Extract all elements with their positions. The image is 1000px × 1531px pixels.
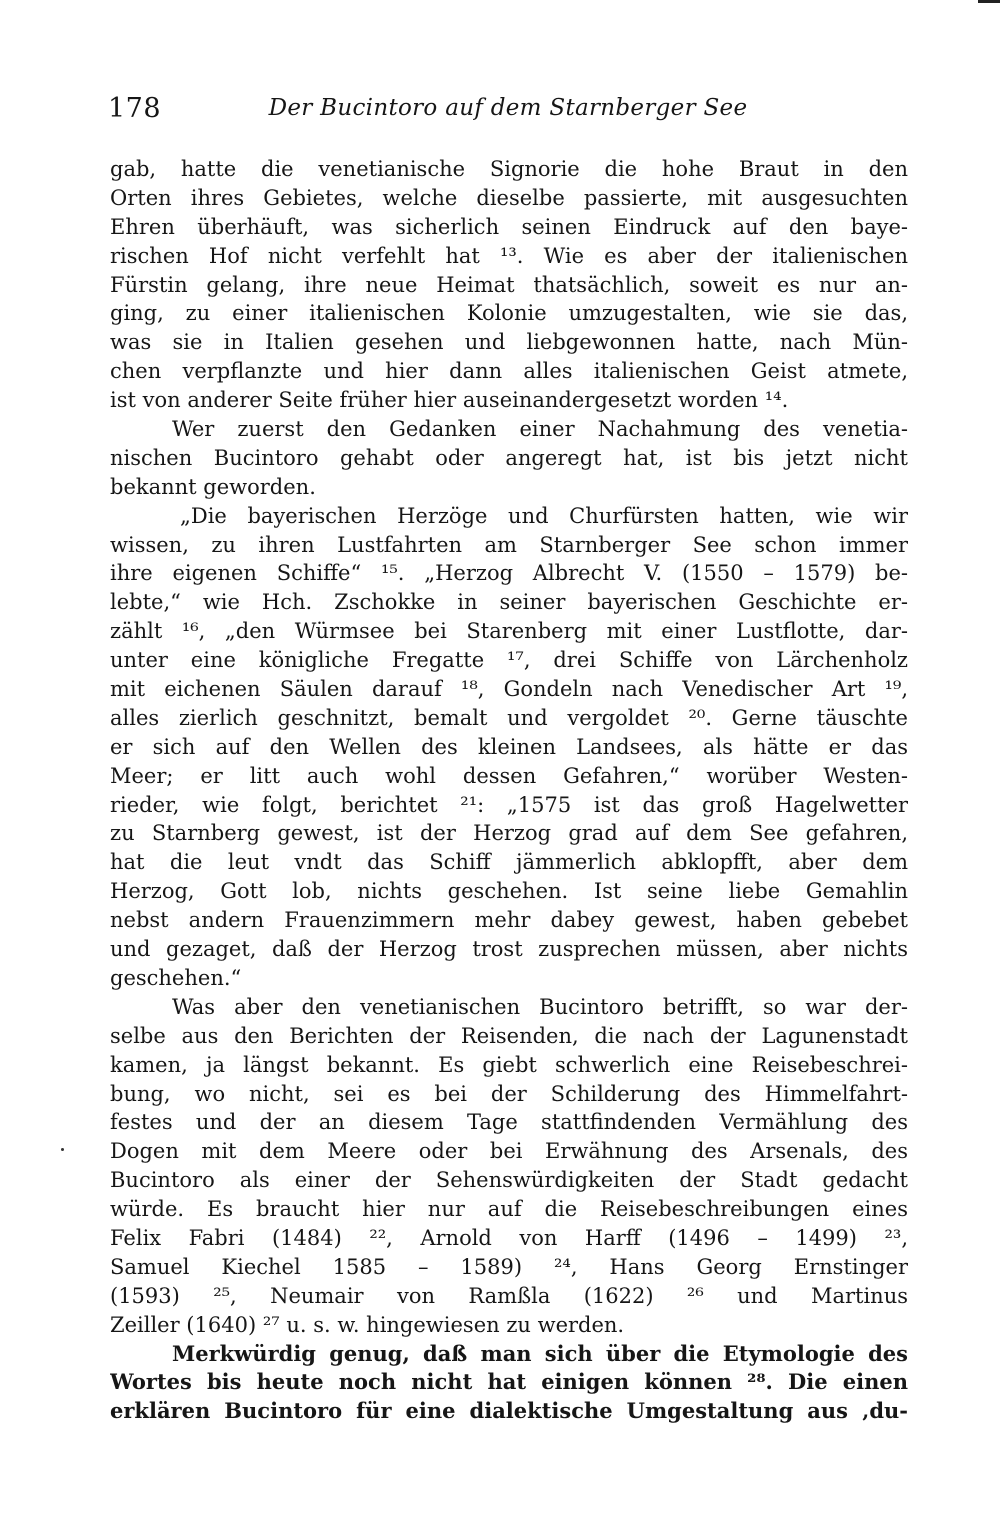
- text-line: (1593) ²⁵, Neumair von Ramßla (1622) ²⁶ und Martinus: [110, 1283, 908, 1308]
- text-line: nebst andern Frauenzimmern mehr dabey gewest, haben gebebet: [110, 908, 908, 933]
- text-line: chen verpflanzte und hier dann alles italienischen Geist atmete,: [110, 359, 908, 384]
- text-line: er sich auf den Wellen des kleinen Landsees, als hätte er das: [110, 734, 908, 759]
- text-line: rieder, wie folgt, berichtet ²¹: „1575 ist das groß Hagelwetter: [110, 792, 908, 817]
- text-line: Dogen mit dem Meere oder bei Erwähnung des Arsenals, des: [110, 1139, 908, 1164]
- text-line: Fürstin gelang, ihre neue Heimat thatsächlich, soweit es nur an-: [110, 272, 908, 297]
- text-line: Wer zuerst den Gedanken einer Nachahmung des venetia-: [172, 417, 908, 442]
- text-line: Samuel Kiechel 1585 – 1589) ²⁴, Hans Georg Ernstinger: [110, 1254, 908, 1279]
- text-line: alles zierlich geschnitzt, bemalt und vergoldet ²⁰. Gerne täuschte: [110, 705, 908, 730]
- margin-speck: [61, 1148, 64, 1151]
- text-line: mit eichenen Säulen darauf ¹⁸, Gondeln nach Venedischer Art ¹⁹,: [110, 677, 908, 702]
- text-line: bekannt geworden.: [110, 474, 316, 499]
- text-line: zu Starnberg gewest, ist der Herzog grad auf dem See gefahren,: [110, 821, 908, 846]
- text-line: gab, hatte die venetianische Signorie die hohe Braut in den: [110, 157, 908, 181]
- text-line: „Die bayerischen Herzöge und Churfürsten hatten, wie wir: [180, 503, 908, 528]
- text-line: bung, wo nicht, sei es bei der Schilderung des Himmelfahrt-: [110, 1081, 908, 1106]
- text-line: kamen, ja längst bekannt. Es giebt schwerlich eine Reisebeschrei-: [110, 1052, 908, 1077]
- text-line: hat die leut vndt das Schiff jämmerlich abklopfft, aber dem: [110, 850, 908, 875]
- text-line: selbe aus den Berichten der Reisenden, die nach der Lagunenstadt: [110, 1023, 908, 1048]
- text-line: Ehren überhäuft, was sicherlich seinen Eindruck auf den baye-: [110, 214, 908, 239]
- text-line: wissen, zu ihren Lustfahrten am Starnberger See schon immer: [110, 532, 908, 557]
- text-line: unter eine königliche Fregatte ¹⁷, drei Schiffe von Lärchenholz: [110, 648, 908, 673]
- text-line: Orten ihres Gebietes, welche dieselbe passierte, mit ausgesuchten: [110, 185, 908, 210]
- text-line: Zeiller (1640) ²⁷ u. s. w. hingewiesen zu werden.: [110, 1312, 625, 1337]
- text-line: Was aber den venetianischen Bucintoro betrifft, so war der-: [172, 994, 908, 1019]
- text-line: was sie in Italien gesehen und liebgewonnen hatte, nach Mün-: [110, 330, 908, 355]
- text-line: ihre eigenen Schiffe“ ¹⁵. „Herzog Albrecht V. (1550 – 1579) be-: [110, 561, 908, 586]
- text-line: würde. Es braucht hier nur auf die Reisebeschreibungen eines: [110, 1197, 908, 1222]
- text-line: ist von anderer Seite früher hier auseinandergesetzt worden ¹⁴.: [110, 388, 789, 413]
- scan-edge-mark: [978, 0, 1000, 3]
- text-line: rischen Hof nicht verfehlt hat ¹³. Wie es aber der italienischen: [110, 243, 908, 268]
- text-line: lebte,“ wie Hch. Zschokke in seiner bayerischen Geschichte er-: [110, 590, 908, 615]
- text-line: Herzog, Gott lob, nichts geschehen. Ist seine liebe Gemahlin: [110, 879, 908, 904]
- page-number: 178: [108, 93, 162, 124]
- text-line: Meer; er litt auch wohl dessen Gefahren,“ worüber Westen-: [110, 763, 908, 788]
- body-text: [110, 155, 908, 1426]
- text-line: nischen Bucintoro gehabt oder angeregt hat, ist bis jetzt nicht: [110, 445, 908, 470]
- text-line: erklären Bucintoro für eine dialektische Umgestaltung aus ‚du-: [110, 1398, 908, 1424]
- text-line: und gezaget, daß der Herzog trost zusprechen müssen, aber nichts: [110, 937, 908, 962]
- text-line: geschehen.“: [110, 965, 242, 990]
- text-line: festes und der an diesem Tage stattfindenden Vermählung des: [110, 1110, 908, 1135]
- text-line: Merkwürdig genug, daß man sich über die Etymologie des: [172, 1340, 908, 1366]
- text-line: ging, zu einer italienischen Kolonie umzugestalten, wie sie das,: [110, 301, 908, 326]
- text-line: Felix Fabri (1484) ²², Arnold von Harff (1496 – 1499) ²³,: [110, 1225, 908, 1250]
- text-line: Wortes bis heute noch nicht hat einigen können ²⁸. Die einen: [110, 1369, 908, 1395]
- text-line: zählt ¹⁶, „den Würmsee bei Starenberg mit einer Lustflotte, dar-: [110, 619, 908, 644]
- text-line: Bucintoro als einer der Sehenswürdigkeiten der Stadt gedacht: [110, 1168, 908, 1193]
- running-title: Der Bucintoro auf dem Starnberger See: [268, 95, 748, 121]
- page-header: [108, 93, 908, 129]
